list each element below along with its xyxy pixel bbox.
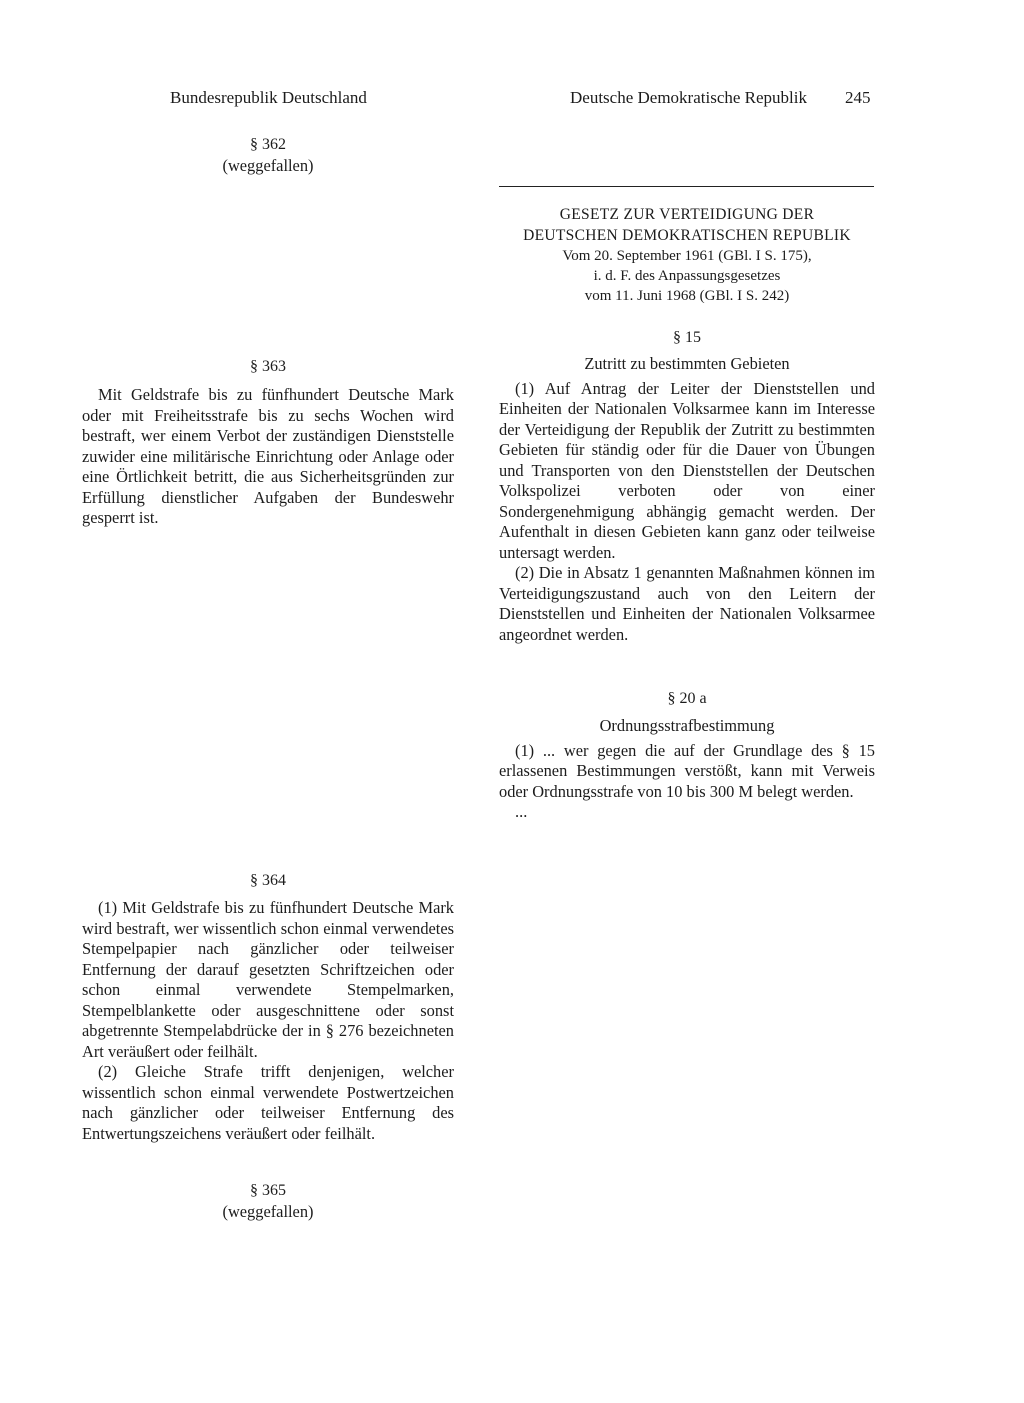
section-heading: § 364 (250, 872, 286, 889)
section-text: Mit Geldstrafe bis zu fünfhundert Deutsche Mark oder mit Freiheitsstrafe bis zu sechs Wochen wird bestraft, wer einem Verbot der zuständigen Dienststelle zuwider eine militärische Einrichtung oder Anlage oder eine Örtlichkeit betritt, die aus Sicherheitsgründen zur Erfüllung dienstlicher Aufgaben der Bundeswehr gesperrt ist. (82, 385, 454, 527)
section-paragraph-2: (2) Die in Absatz 1 genannten Maßnahmen können im Verteidigungszustand auch von den Leitern der Dienststellen und Einheiten der Nationalen Volksarmee angeordnet werden. (499, 563, 875, 644)
section-paragraph-1: (1) Mit Geldstrafe bis zu fünfhundert Deutsche Mark wird bestraft, wer wissentlich schon einmal verwendetes Stempelpapier nach gänzlicher oder teilweiser Entfernung der darauf gesetzten Schriftzeichen oder schon einmal verwendete Stempelmarken, Stempelblankette oder ausgeschnittene oder sonst abgetrennte Stempelabdrücke der in § 276 bezeichneten Art veräußert oder feilhält. (82, 898, 454, 1061)
page-number: 245 (845, 88, 871, 107)
section-20a (499, 688, 875, 823)
law-meta-line-2: i. d. F. des Anpassungsgesetzes (593, 268, 781, 284)
section-paragraph-2: (2) Gleiche Strafe trifft denjenigen, welcher wissentlich schon einmal verwendete Postwertzeichen nach gänzlicher oder teilweiser Entfernung des Entwertungszeichens veräußert oder feilhält. (82, 1062, 454, 1143)
running-header-left: Bundesrepublik Deutschland (170, 88, 367, 107)
section-paragraph-1: (1) Auf Antrag der Leiter der Dienststellen und Einheiten der Nationalen Volksarmee kann im Interesse der Verteidigung der Republik der Zutritt zu bestimmten Gebieten für ständig oder für die Dauer von Übungen und Transporten von den Dienststellen der Deutschen Volkspolizei verboten oder von einer Sondergenehmigung abhängig gemacht werden. Der Aufenthalt in diesen Gebieten kann ganz oder teilweise untersagt werden. (499, 378, 875, 562)
section-paragraph-1: (1) ... wer gegen die auf der Grundlage des § 15 erlassenen Bestimmungen verstößt, kann mit Verweis oder Ordnungsstrafe von 10 bis 300 M belegt werden. (499, 740, 875, 801)
section-note: (weggefallen) (222, 1202, 314, 1221)
section-heading: § 362 (250, 136, 286, 153)
section-364 (82, 870, 454, 1144)
section-heading: § 20 a (667, 690, 707, 707)
law-title-line-1: GESETZ ZUR VERTEIDIGUNG DER (559, 206, 815, 223)
law-title-line-2: DEUTSCHEN DEMOKRATISCHEN REPUBLIK (523, 227, 851, 244)
law-meta-line-3: vom 11. Juni 1968 (GBl. I S. 242) (584, 288, 790, 304)
section-15 (499, 327, 875, 645)
section-subtitle: Zutritt zu bestimmten Gebieten (584, 354, 790, 373)
section-heading: § 363 (250, 358, 286, 375)
section-heading: § 365 (250, 1182, 286, 1199)
law-meta-line-1: Vom 20. September 1961 (GBl. I S. 175), (562, 248, 812, 264)
law-title-block (499, 204, 875, 306)
section-heading: § 15 (673, 329, 701, 346)
section-363 (82, 356, 454, 529)
section-362 (82, 134, 454, 177)
running-header-right: Deutsche Demokratische Republik (570, 88, 807, 107)
section-subtitle: Ordnungsstrafbestimmung (599, 716, 775, 735)
section-365 (82, 1180, 454, 1223)
horizontal-rule (499, 186, 874, 187)
continuation-ellipsis: ... (515, 802, 528, 821)
section-note: (weggefallen) (222, 156, 314, 175)
